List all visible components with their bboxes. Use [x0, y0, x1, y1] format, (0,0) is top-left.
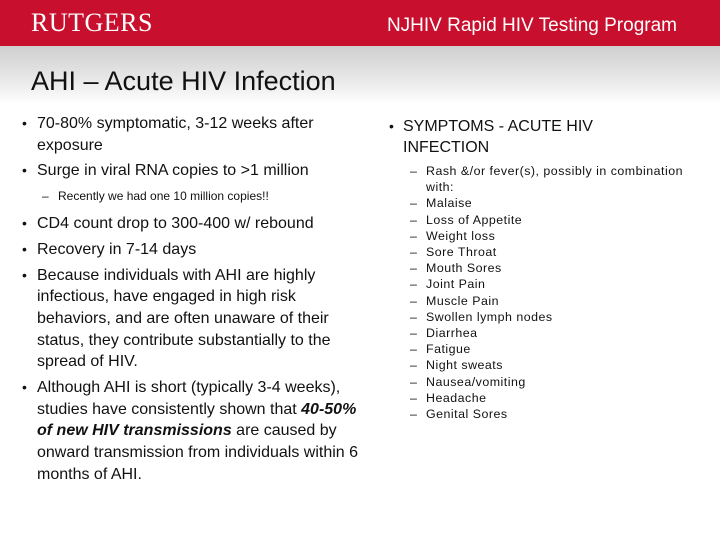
symptom-text: Diarrhea [426, 326, 478, 341]
heading-line-1: SYMPTOMS - ACUTE HIV [403, 118, 593, 135]
bullet-symptomatic [22, 113, 370, 156]
list-item [410, 244, 685, 260]
symptom-text: Mouth Sores [426, 261, 502, 276]
sub-bullet-copies [22, 188, 370, 204]
header-bar [0, 0, 720, 46]
bullet-dot-icon: • [22, 115, 27, 131]
dash-icon: – [410, 390, 418, 405]
list-item [410, 228, 685, 244]
bullet-text: Because individuals with AHI are highly infectious, have engaged in high risk behaviors, and are often unaware of their status, they contribute substantially to the spread of HIV. [37, 266, 331, 371]
list-item [410, 341, 685, 357]
bullet-transmissions [22, 377, 370, 486]
bullet-cd4 [22, 213, 370, 235]
symptom-text: Loss of Appetite [426, 212, 523, 227]
dash-icon: – [410, 196, 418, 211]
dash-icon: – [410, 164, 418, 178]
right-column [385, 116, 685, 422]
dash-icon: – [410, 212, 418, 227]
symptom-text: Nausea/vomiting [426, 374, 526, 389]
list-item [410, 325, 685, 341]
left-column [22, 113, 370, 490]
dash-icon: – [410, 245, 418, 260]
bullet-text-end: are caused by onward transmission from individuals within 6 months of AHI. [37, 422, 359, 483]
dash-icon: – [410, 293, 418, 308]
list-item [410, 212, 685, 228]
symptom-text: Muscle Pain [426, 293, 499, 308]
symptom-list [385, 163, 685, 422]
dash-icon: – [410, 374, 418, 389]
list-item [410, 293, 685, 309]
bullet-dot-icon: • [22, 162, 27, 179]
bullet-infectious [22, 265, 370, 374]
sub-bullet-text: Recently we had one 10 million copies!! [58, 189, 269, 204]
bullet-text-start: Although AHI is short (typically 3-4 weeks), studies have consistently shown that [37, 379, 341, 418]
bullet-text: Surge in viral RNA copies to >1 million [37, 162, 309, 180]
list-item [410, 195, 685, 211]
symptom-text: Joint Pain [426, 277, 486, 292]
symptom-text: Weight loss [426, 228, 496, 243]
slide-title: AHI – Acute HIV Infection [31, 66, 336, 96]
list-item [410, 374, 685, 390]
bullet-text: Recovery in 7-14 days [37, 240, 197, 258]
list-item [410, 406, 685, 422]
list-item [410, 390, 685, 406]
list-item [410, 357, 685, 373]
list-item [410, 309, 685, 325]
program-title: NJHIV Rapid HIV Testing Program [386, 15, 677, 36]
symptom-text: Genital Sores [426, 407, 508, 422]
symptom-text: Sore Throat [426, 245, 497, 260]
list-item [410, 260, 685, 276]
dash-icon: – [410, 228, 418, 243]
bullet-dot-icon: • [22, 266, 27, 283]
symptom-text: Headache [426, 390, 487, 405]
symptom-text: Swollen lymph nodes [426, 309, 553, 324]
bullet-text: 70-80% symptomatic, 3-12 weeks after exposure [37, 115, 314, 154]
bullet-dot-icon: • [22, 379, 27, 396]
symptom-text: Rash &/or fever(s), possibly in combination with: [426, 164, 684, 195]
symptoms-heading [385, 116, 685, 158]
list-item [410, 276, 685, 292]
dash-icon: – [410, 358, 418, 373]
bullet-dot-icon: • [22, 215, 27, 232]
bullet-dot-icon: • [389, 118, 394, 134]
symptom-text: Fatigue [426, 342, 471, 357]
dash-icon: – [42, 189, 49, 204]
dash-icon: – [410, 277, 418, 292]
rutgers-logo: RUTGERS [31, 8, 153, 37]
dash-icon: – [410, 407, 418, 422]
emphasis-text: 40-50% of new HIV transmissions [37, 400, 357, 440]
dash-icon: – [410, 261, 418, 276]
heading-line-2: INFECTION [403, 139, 490, 156]
dash-icon: – [410, 309, 418, 324]
dash-icon: – [410, 326, 418, 341]
symptom-text: Night sweats [426, 358, 503, 373]
bullet-viral-rna [22, 160, 370, 182]
bullet-text: CD4 count drop to 300-400 w/ rebound [37, 215, 314, 233]
list-item [410, 163, 685, 195]
bullet-dot-icon: • [22, 240, 27, 257]
bullet-recovery [22, 239, 370, 261]
dash-icon: – [410, 342, 418, 357]
symptom-text: Malaise [426, 196, 473, 211]
